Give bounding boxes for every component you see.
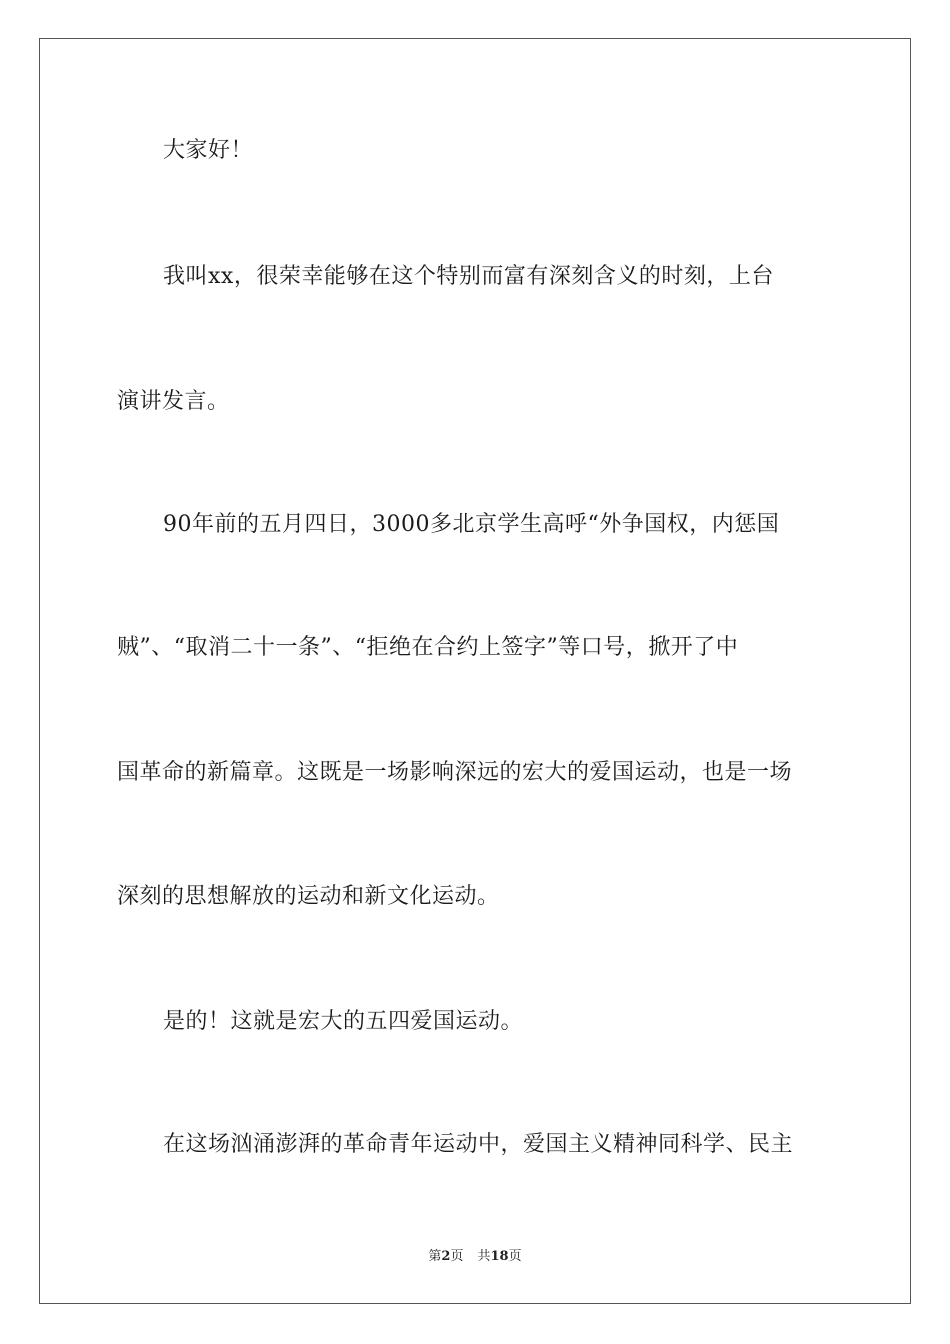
- footer-page-prefix: 第: [428, 1249, 442, 1264]
- footer-total-suffix: 页: [508, 1249, 522, 1264]
- footer-page-suffix: 页: [450, 1249, 464, 1264]
- paragraph-line: 90年前的五月四日，3000多北京学生高呼“外争国权，内惩国: [163, 512, 780, 537]
- footer-total-prefix: 共: [477, 1249, 491, 1264]
- paragraph-line: 深刻的思想解放的运动和新文化运动。: [117, 884, 500, 909]
- page-footer: [0, 1248, 950, 1266]
- paragraph-line: 我叫xx，很荣幸能够在这个特别而富有深刻含义的时刻，上台: [163, 264, 774, 289]
- paragraph-line: 贼”、“取消二十一条”、“拒绝在合约上签字”等口号，掀开了中: [117, 635, 739, 660]
- paragraph-line: 演讲发言。: [117, 389, 230, 414]
- footer-total-number: 18: [490, 1249, 509, 1264]
- paragraph-line: 是的！这就是宏大的五四爱国运动。: [163, 1009, 524, 1034]
- paragraph-line: 国革命的新篇章。这既是一场影响深远的宏大的爱国运动，也是一场: [117, 760, 793, 785]
- paragraph-line: 在这场汹涌澎湃的革命青年运动中，爱国主义精神同科学、民主: [163, 1132, 794, 1157]
- page-border: [39, 38, 911, 1304]
- footer-page-number: 2: [441, 1249, 451, 1264]
- paragraph-line-greeting: 大家好！: [163, 138, 254, 163]
